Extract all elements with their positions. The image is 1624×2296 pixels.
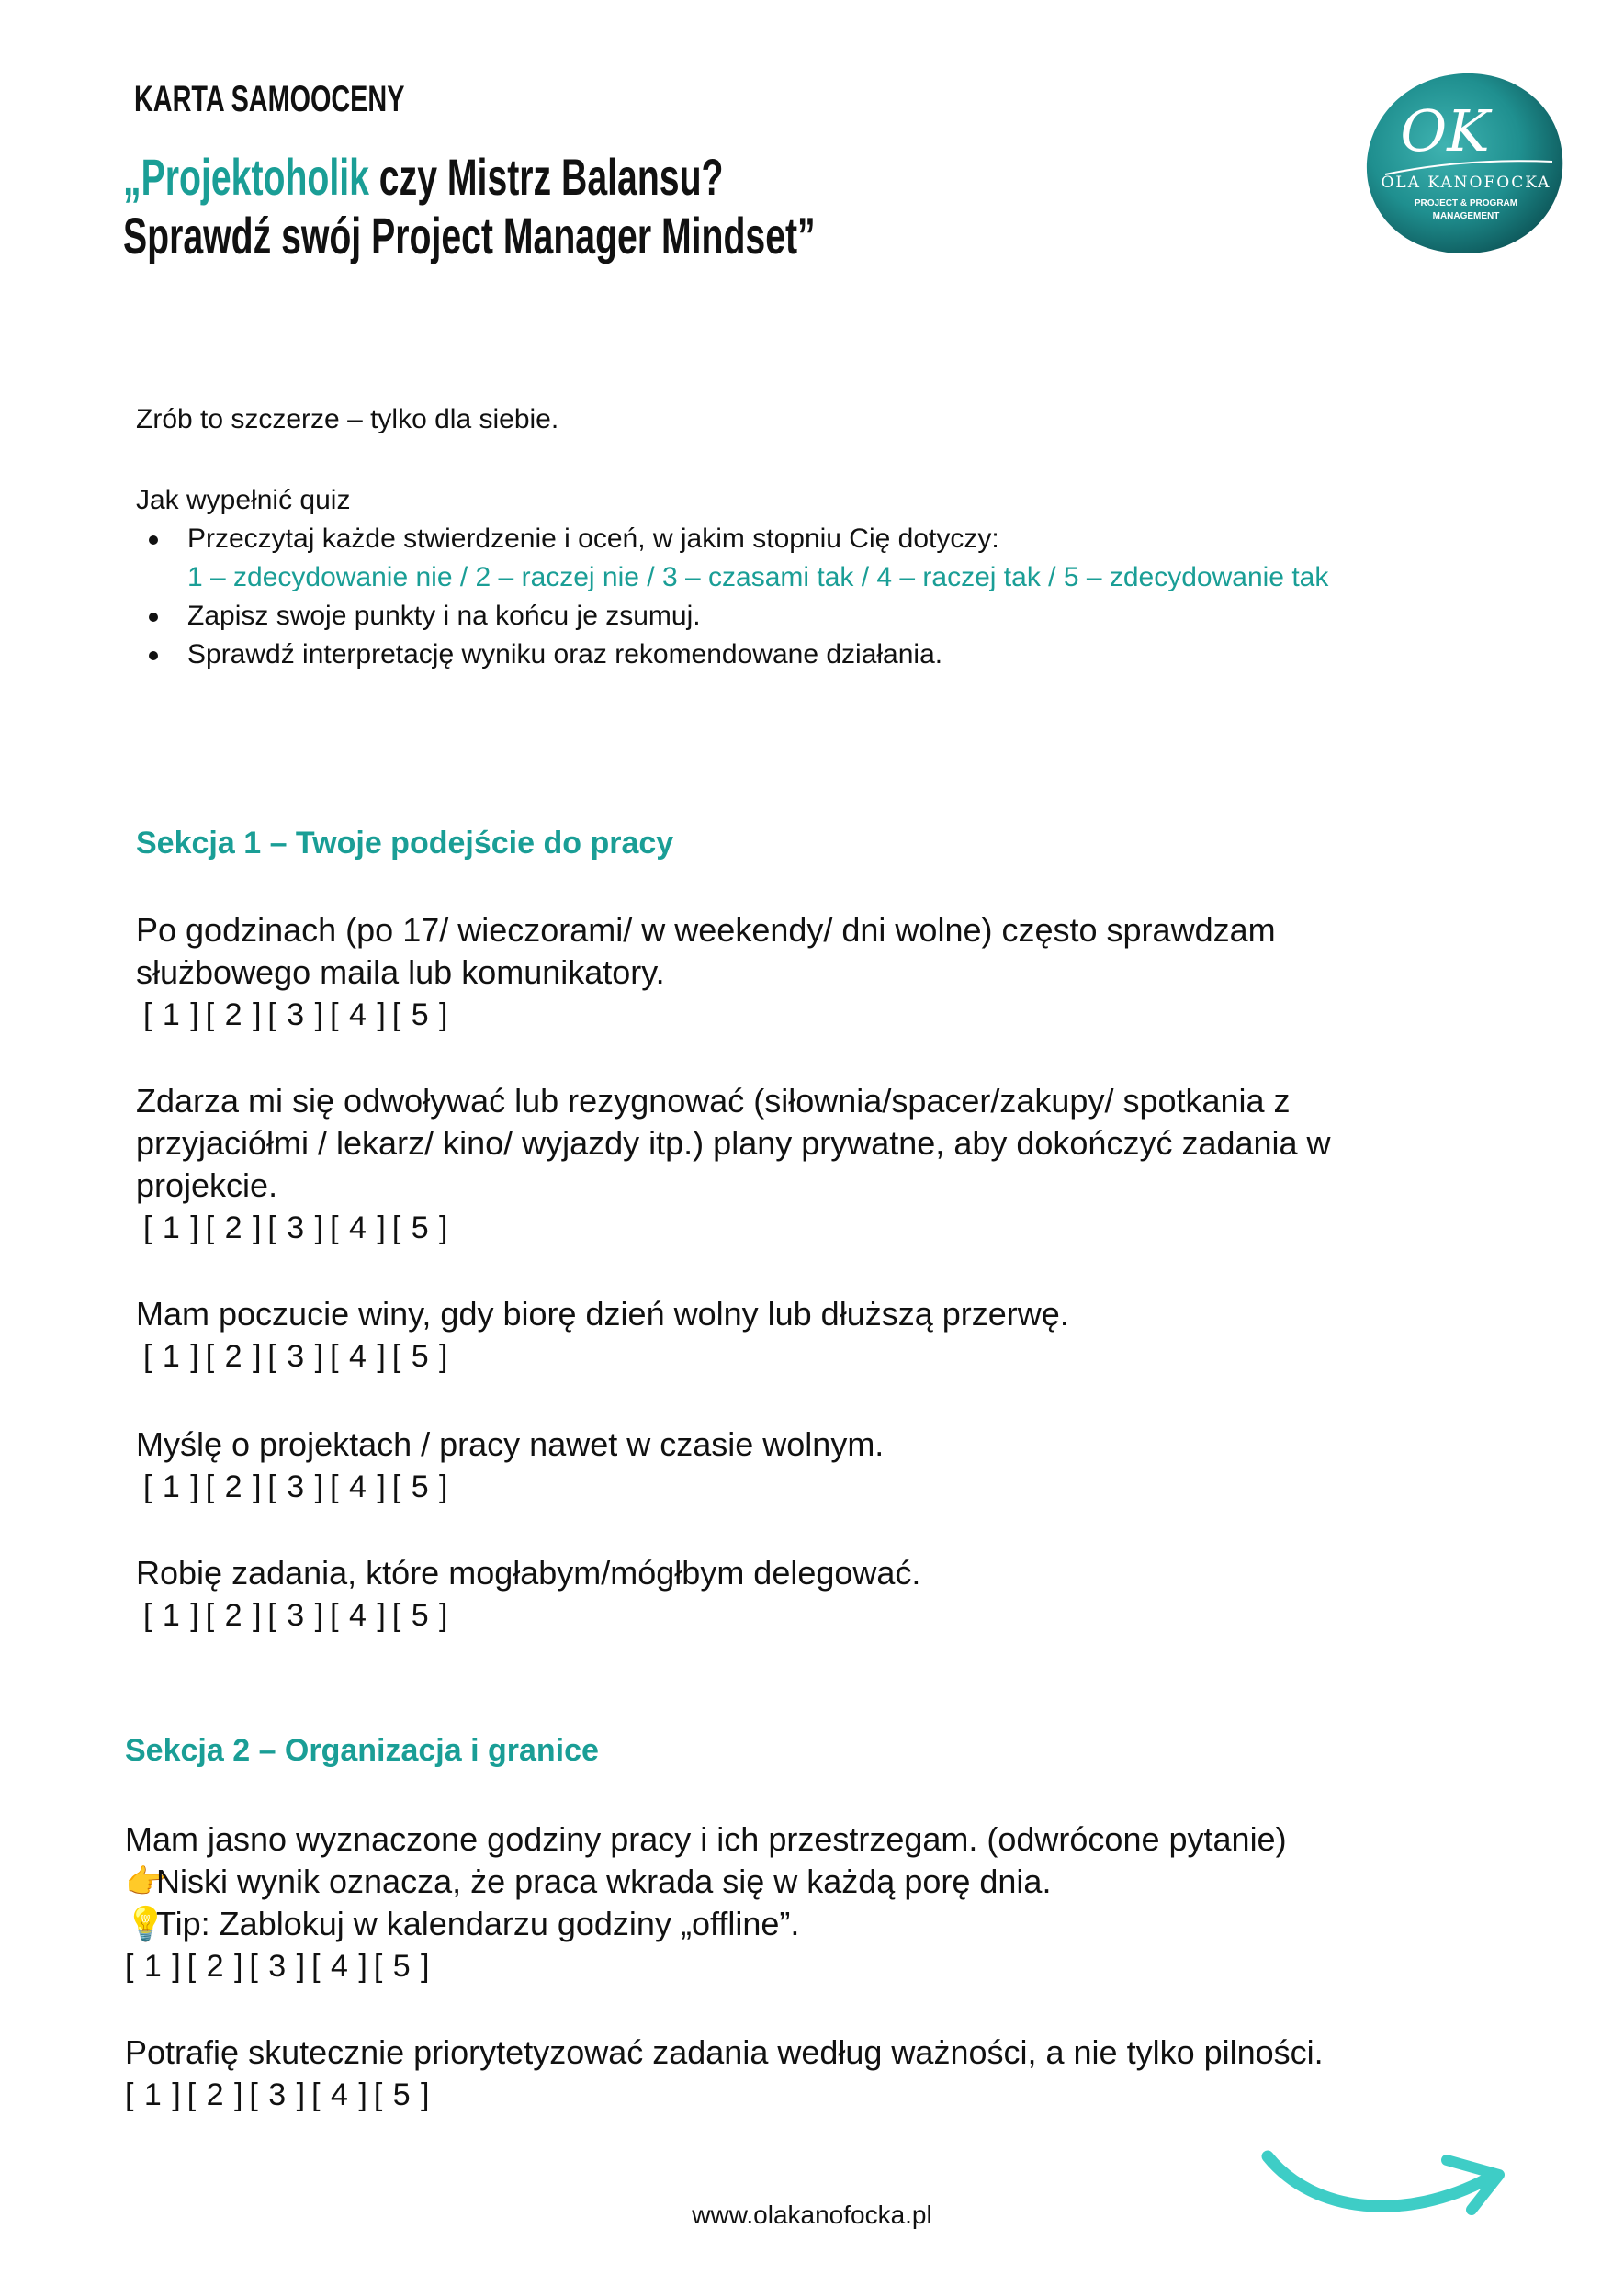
rating-option-5[interactable]: [ 5 ] (391, 997, 449, 1032)
rating-option-1[interactable]: [ 1 ] (143, 1598, 200, 1633)
rating-option-1[interactable]: [ 1 ] (125, 1949, 182, 1984)
rating-option-1[interactable]: [ 1 ] (143, 1210, 200, 1245)
rating-option-1[interactable]: [ 1 ] (143, 997, 200, 1032)
rating-option-3[interactable]: [ 3 ] (267, 1598, 325, 1633)
question-text: przyjaciółmi / lekarz/ kino/ wyjazdy itp.) plany prywatne, aby dokończyć zadania w (136, 1124, 1331, 1162)
question-1 (136, 909, 1276, 1036)
rating-option-2[interactable]: [ 2 ] (186, 1949, 244, 1984)
title-highlight: „Projektoholik (123, 148, 369, 206)
section-1-title: Sekcja 1 – Twoje podejście do pracy (136, 826, 674, 861)
rating-scale[interactable] (136, 1335, 1069, 1378)
rating-option-3[interactable]: [ 3 ] (267, 1469, 325, 1504)
bullet-text: Sprawdź interpretację wyniku oraz rekomendowane działania. (187, 639, 943, 670)
rating-option-5[interactable]: [ 5 ] (373, 1949, 431, 1984)
rating-option-4[interactable]: [ 4 ] (311, 2077, 368, 2112)
page-title-line-1 (123, 147, 723, 207)
lightbulb-icon: 💡 (125, 1905, 166, 1942)
rating-option-2[interactable]: [ 2 ] (205, 1210, 263, 1245)
page-title-line-2: Sprawdź swój Project Manager Mindset” (123, 207, 816, 264)
question-3 (136, 1293, 1069, 1378)
rating-option-1[interactable]: [ 1 ] (143, 1339, 200, 1374)
rating-option-1[interactable]: [ 1 ] (125, 2077, 182, 2112)
title-rest: czy Mistrz Balansu? (368, 148, 724, 206)
question-tip (125, 1903, 1287, 1945)
rating-option-2[interactable]: [ 2 ] (205, 1598, 263, 1633)
rating-scale[interactable] (125, 1945, 1287, 1987)
logo-name: OLA KANOFOCKA (1381, 174, 1551, 192)
question-7 (125, 2032, 1324, 2116)
question-4 (136, 1424, 884, 1508)
pointing-hand-icon: 👉 (125, 1863, 166, 1900)
rating-scale[interactable] (125, 2074, 1324, 2116)
question-6 (125, 1818, 1287, 1987)
brand-logo (1358, 66, 1569, 259)
bullet-text: Przeczytaj każde stwierdzenie i oceń, w jakim stopniu Cię dotyczy: (187, 523, 999, 554)
rating-scale[interactable] (136, 1594, 920, 1637)
question-text: Potrafię skutecznie priorytetyzować zadania według ważności, a nie tylko pilności. (125, 2033, 1324, 2071)
bullet-text: Zapisz swoje punkty i na końcu je zsumuj. (187, 601, 701, 631)
bullet-dot-icon (149, 535, 158, 545)
rating-option-4[interactable]: [ 4 ] (330, 1598, 387, 1633)
document-label: KARTA SAMOOCENY (134, 79, 405, 119)
rating-option-2[interactable]: [ 2 ] (186, 2077, 244, 2112)
rating-option-3[interactable]: [ 3 ] (249, 1949, 307, 1984)
howto-list (136, 520, 1328, 674)
rating-option-5[interactable]: [ 5 ] (391, 1210, 449, 1245)
section-2-title: Sekcja 2 – Organizacja i granice (125, 1733, 599, 1768)
question-text: Po godzinach (po 17/ wieczorami/ w weekendy/ dni wolne) często sprawdzam (136, 911, 1276, 949)
rating-option-1[interactable]: [ 1 ] (143, 1469, 200, 1504)
rating-option-5[interactable]: [ 5 ] (391, 1339, 449, 1374)
rating-option-4[interactable]: [ 4 ] (330, 1469, 387, 1504)
logo-tagline-1: PROJECT & PROGRAM (1414, 198, 1518, 208)
howto-title: Jak wypełnić quiz (136, 485, 351, 515)
rating-option-4[interactable]: [ 4 ] (330, 997, 387, 1032)
question-text: projekcie. (136, 1166, 278, 1204)
rating-option-4[interactable]: [ 4 ] (311, 1949, 368, 1984)
question-text: Robię zadania, które mogłabym/mógłbym delegować. (136, 1554, 921, 1592)
question-5 (136, 1552, 920, 1637)
footer-website-link[interactable]: www.olakanofocka.pl (692, 2200, 932, 2229)
rating-option-3[interactable]: [ 3 ] (267, 1339, 325, 1374)
rating-option-2[interactable]: [ 2 ] (205, 997, 263, 1032)
bullet-dot-icon (149, 651, 158, 660)
note-text: Niski wynik oznacza, że praca wkrada się w każdą porę dnia. (156, 1863, 1052, 1900)
howto-bullet (136, 520, 1328, 558)
rating-scale[interactable] (136, 994, 1276, 1036)
rating-option-5[interactable]: [ 5 ] (391, 1598, 449, 1633)
question-note (125, 1861, 1287, 1903)
rating-option-2[interactable]: [ 2 ] (205, 1469, 263, 1504)
rating-scale[interactable] (136, 1466, 884, 1508)
rating-option-3[interactable]: [ 3 ] (267, 997, 325, 1032)
rating-option-3[interactable]: [ 3 ] (267, 1210, 325, 1245)
rating-option-5[interactable]: [ 5 ] (391, 1469, 449, 1504)
rating-scale[interactable] (136, 1207, 1331, 1249)
scale-legend (136, 558, 1328, 597)
rating-option-2[interactable]: [ 2 ] (205, 1339, 263, 1374)
question-text: służbowego maila lub komunikatory. (136, 953, 665, 991)
question-2 (136, 1080, 1331, 1249)
bullet-dot-icon (149, 613, 158, 622)
rating-option-3[interactable]: [ 3 ] (249, 2077, 307, 2112)
howto-bullet (136, 597, 1328, 636)
question-text: Myślę o projektach / pracy nawet w czasie wolnym. (136, 1425, 885, 1463)
question-text: Mam poczucie winy, gdy biorę dzień wolny lub dłuższą przerwę. (136, 1295, 1069, 1333)
rating-option-4[interactable]: [ 4 ] (330, 1210, 387, 1245)
question-text: Zdarza mi się odwoływać lub rezygnować (siłownia/spacer/zakupy/ spotkania z (136, 1082, 1291, 1120)
scale-legend-text: 1 – zdecydowanie nie / 2 – raczej nie / 3 – czasami tak / 4 – raczej tak / 5 – zdecydowanie tak (187, 562, 1329, 592)
tip-text: Tip: Zablokuj w kalendarzu godziny „offline”. (156, 1905, 800, 1942)
rating-option-5[interactable]: [ 5 ] (373, 2077, 431, 2112)
howto-bullet (136, 636, 1328, 674)
logo-tagline-2: MANAGEMENT (1432, 211, 1500, 221)
intro-lead: Zrób to szczerze – tylko dla siebie. (136, 404, 559, 434)
question-text: Mam jasno wyznaczone godziny pracy i ich przestrzegam. (odwrócone pytanie) (125, 1820, 1287, 1858)
logo-initials: OK (1400, 97, 1490, 164)
rating-option-4[interactable]: [ 4 ] (330, 1339, 387, 1374)
